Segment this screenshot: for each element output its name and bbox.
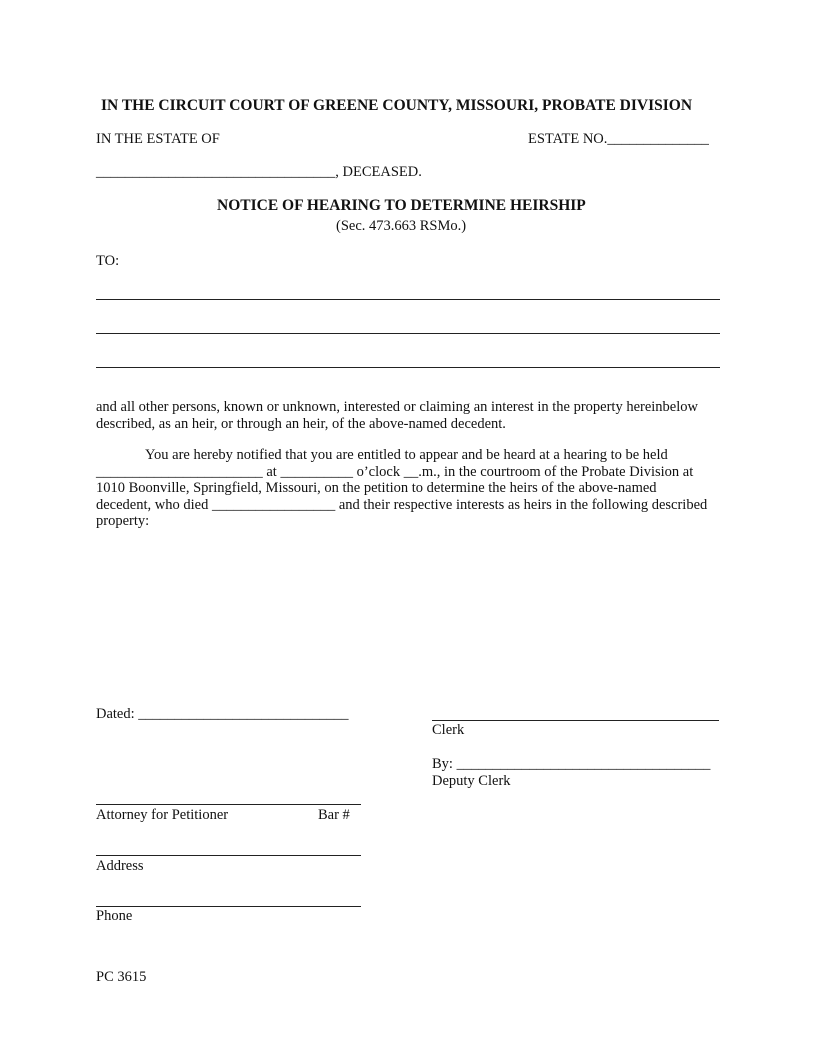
- paragraph-2-line-3: 1010 Boonville, Springfield, Missouri, on the petition to determine the heirs of the above-named: [96, 480, 657, 496]
- attorney-line[interactable]: [96, 804, 361, 805]
- clerk-signature-line[interactable]: [432, 720, 719, 721]
- recipient-line-2[interactable]: [96, 333, 720, 334]
- statute-reference: (Sec. 473.663 RSMo.): [336, 218, 467, 234]
- deputy-clerk-label: Deputy Clerk: [432, 773, 511, 789]
- to-label: TO:: [96, 253, 120, 269]
- phone-label: Phone: [96, 908, 133, 924]
- recipient-line-1[interactable]: [96, 299, 720, 300]
- dated-field[interactable]: Dated: _____________________________: [96, 706, 349, 722]
- paragraph-1-line-1: and all other persons, known or unknown, interested or claiming an interest in the property hereinbelow: [96, 399, 698, 415]
- estate-of-label: IN THE ESTATE OF: [96, 131, 220, 147]
- estate-number-field[interactable]: ESTATE NO.______________: [528, 131, 709, 147]
- court-heading: IN THE CIRCUIT COURT OF GREENE COUNTY, MISSOURI, PROBATE DIVISION: [101, 97, 693, 114]
- deceased-name-field[interactable]: _________________________________, DECEASED.: [96, 164, 422, 180]
- notice-title: NOTICE OF HEARING TO DETERMINE HEIRSHIP: [217, 197, 586, 214]
- bar-number-label: Bar #: [318, 807, 350, 823]
- paragraph-2-line-4: decedent, who died _________________ and their respective interests as heirs in the following described: [96, 497, 708, 513]
- clerk-label: Clerk: [432, 722, 465, 738]
- paragraph-2-line-1: You are hereby notified that you are entitled to appear and be heard at a hearing to be held: [145, 447, 668, 463]
- form-number: PC 3615: [96, 969, 147, 985]
- phone-line[interactable]: [96, 906, 361, 907]
- paragraph-1-line-2: described, as an heir, or through an heir, of the above-named decedent.: [96, 416, 506, 432]
- address-line[interactable]: [96, 855, 361, 856]
- paragraph-2-line-2: _______________________ at __________ o’clock __.m., in the courtroom of the Probate Division at: [96, 464, 694, 480]
- by-signature-field[interactable]: By: ___________________________________: [432, 756, 711, 772]
- address-label: Address: [96, 858, 144, 874]
- paragraph-2-line-5: property:: [96, 513, 150, 529]
- recipient-line-3[interactable]: [96, 367, 720, 368]
- attorney-label: Attorney for Petitioner: [96, 807, 229, 823]
